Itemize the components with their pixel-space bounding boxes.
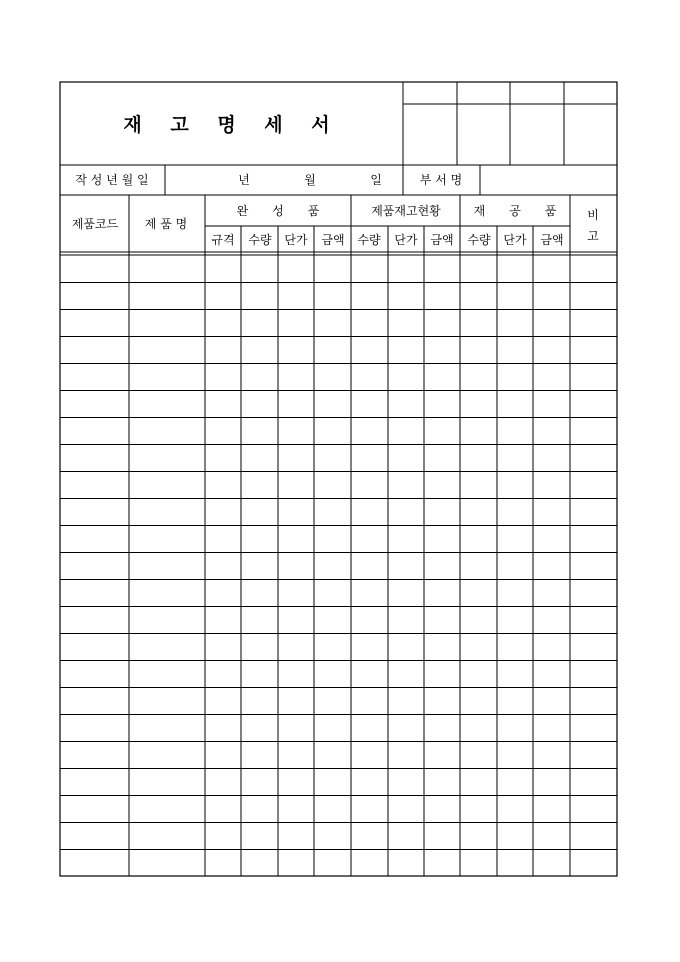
header-product-code: 제품코드 xyxy=(71,217,119,231)
sub-price: 단가 xyxy=(394,233,418,247)
header-stock-status: 제품재고현황 xyxy=(371,204,441,218)
header-remarks-1: 비 xyxy=(587,208,599,222)
year-label: 년 xyxy=(238,173,250,187)
sub-qty: 수량 xyxy=(248,233,272,247)
header-remarks-2: 고 xyxy=(587,229,599,243)
sub-spec: 규격 xyxy=(211,233,235,247)
sub-amount: 금액 xyxy=(430,233,454,247)
header-finished-goods: 완 성 품 xyxy=(236,204,320,218)
day-label: 일 xyxy=(370,173,382,187)
sub-qty: 수량 xyxy=(467,233,491,247)
sub-amount: 금액 xyxy=(540,233,564,247)
sub-price: 단가 xyxy=(284,233,308,247)
dept-label: 부 서 명 xyxy=(419,173,463,187)
month-label: 월 xyxy=(304,173,316,187)
sub-price: 단가 xyxy=(503,233,527,247)
header-product-name: 제 품 명 xyxy=(144,217,188,231)
sub-amount: 금액 xyxy=(321,233,345,247)
date-label: 작 성 년 월 일 xyxy=(75,173,149,187)
form-title: 재 고 명 세 서 xyxy=(123,114,341,136)
header-wip: 재 공 품 xyxy=(473,204,557,218)
sub-qty: 수량 xyxy=(357,233,381,247)
